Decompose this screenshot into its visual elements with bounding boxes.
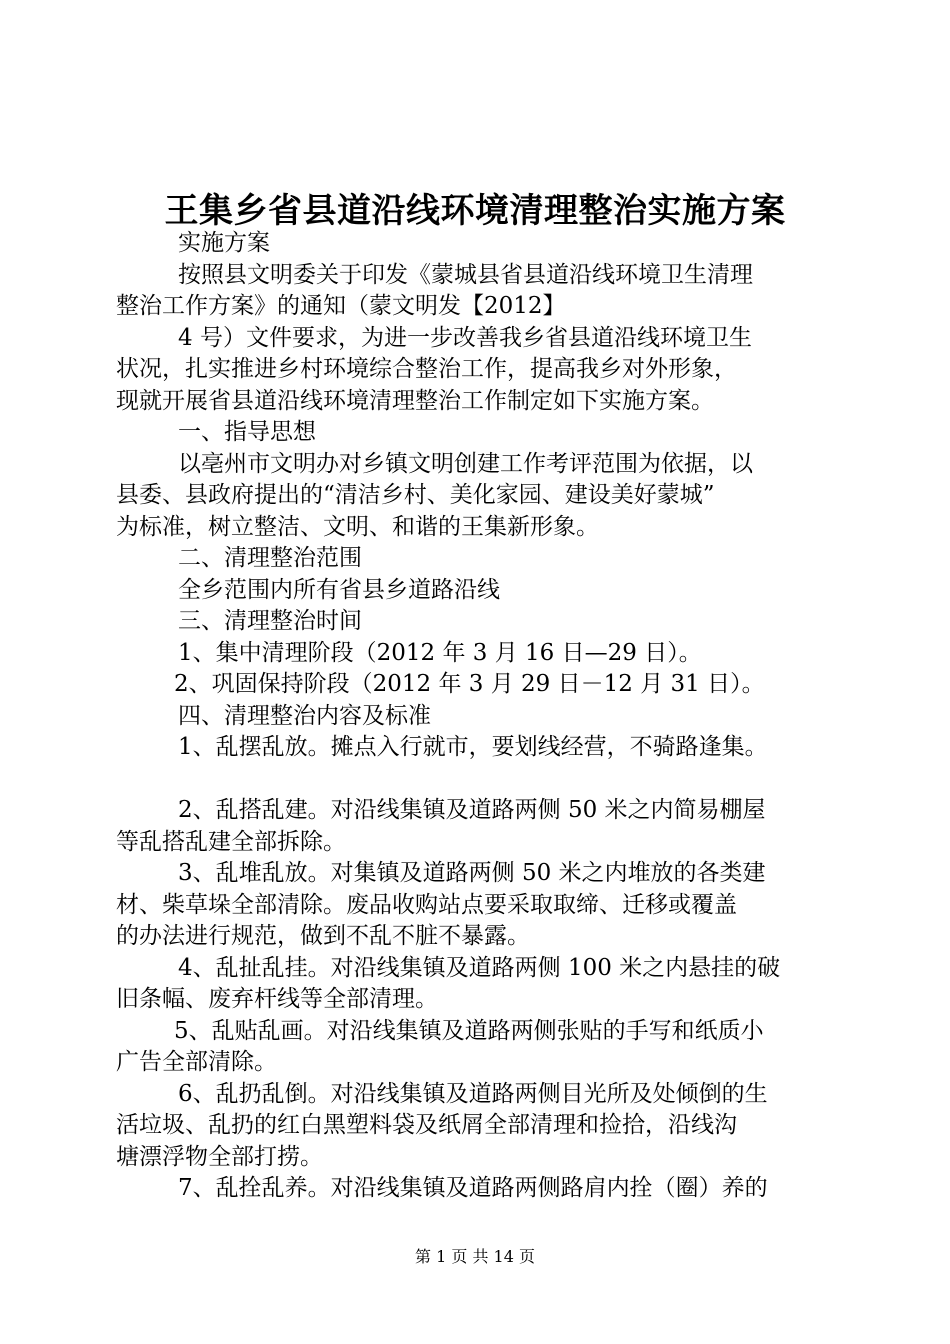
- paragraph-line: 的办法进行规范，做到不乱不脏不暴露。: [116, 923, 530, 949]
- paragraph-line: 现就开展省县道沿线环境清理整治工作制定如下实施方案。: [116, 387, 714, 414]
- paragraph-line: 广告全部清除。: [116, 1049, 277, 1075]
- paragraph-line: 4 号）文件要求，为进一步改善我乡省县道沿线环境卫生: [178, 324, 752, 351]
- paragraph-line: 县委、县政府提出的“清洁乡村、美化家园、建设美好蒙城”: [116, 482, 715, 508]
- paragraph-line: 活垃圾、乱扔的红白黑塑料袋及纸屑全部清理和捡拾，沿线沟: [116, 1112, 737, 1138]
- list-item: 2、巩固保持阶段（2012 年 3 月 29 日－12 月 31 日）。: [174, 671, 765, 697]
- list-item: 6、乱扔乱倒。对沿线集镇及道路两侧目光所及处倾倒的生: [178, 1080, 768, 1107]
- list-item: 4、乱扯乱挂。对沿线集镇及道路两侧 100 米之内悬挂的破: [178, 954, 781, 981]
- page-number: 第 1 页 共 14 页: [415, 1247, 535, 1266]
- section-heading: 一、指导思想: [178, 419, 316, 445]
- list-item: 1、乱摆乱放。摊点入行就市，要划线经营，不骑路逢集。: [178, 734, 768, 760]
- list-item: 3、乱堆乱放。对集镇及道路两侧 50 米之内堆放的各类建: [178, 860, 766, 886]
- paragraph-line: 材、柴草垛全部清除。废品收购站点要采取取缔、迁移或覆盖: [116, 891, 737, 918]
- paragraph-line: 按照县文明委关于印发《蒙城县省县道沿线环境卫生清理: [178, 261, 753, 288]
- paragraph-line: 旧条幅、废弃杆线等全部清理。: [116, 986, 438, 1012]
- list-item: 7、乱拴乱养。对沿线集镇及道路两侧路肩内拴（圈）养的: [178, 1175, 768, 1201]
- paragraph-line: 全乡范围内所有省县乡道路沿线: [178, 576, 500, 603]
- paragraph-line: 塘漂浮物全部打捞。: [116, 1143, 323, 1170]
- paragraph-line: 整治工作方案》的通知（蒙文明发【2012】: [116, 293, 566, 319]
- section-heading: 四、清理整治内容及标准: [178, 702, 431, 729]
- section-heading: 三、清理整治时间: [178, 608, 362, 634]
- section-heading: 二、清理整治范围: [178, 545, 362, 571]
- document-body: [116, 228, 836, 1205]
- list-item: 1、集中清理阶段（2012 年 3 月 16 日—29 日）。: [178, 639, 702, 666]
- blank-line: [116, 764, 836, 796]
- paragraph-line: 实施方案: [178, 230, 270, 256]
- paragraph-line: 等乱搭乱建全部拆除。: [116, 828, 346, 855]
- document-title: 王集乡省县道沿线环境清理整治实施方案: [164, 191, 786, 231]
- paragraph-line: 状况，扎实推进乡村环境综合整治工作，提高我乡对外形象，: [116, 356, 737, 382]
- list-item: 2、乱搭乱建。对沿线集镇及道路两侧 50 米之内简易棚屋: [178, 797, 766, 823]
- paragraph-line: 以亳州市文明办对乡镇文明创建工作考评范围为依据，以: [178, 450, 753, 477]
- list-item: 5、乱贴乱画。对沿线集镇及道路两侧张贴的手写和纸质小: [174, 1017, 764, 1044]
- paragraph-line: 为标准，树立整洁、文明、和谐的王集新形象。: [116, 513, 599, 540]
